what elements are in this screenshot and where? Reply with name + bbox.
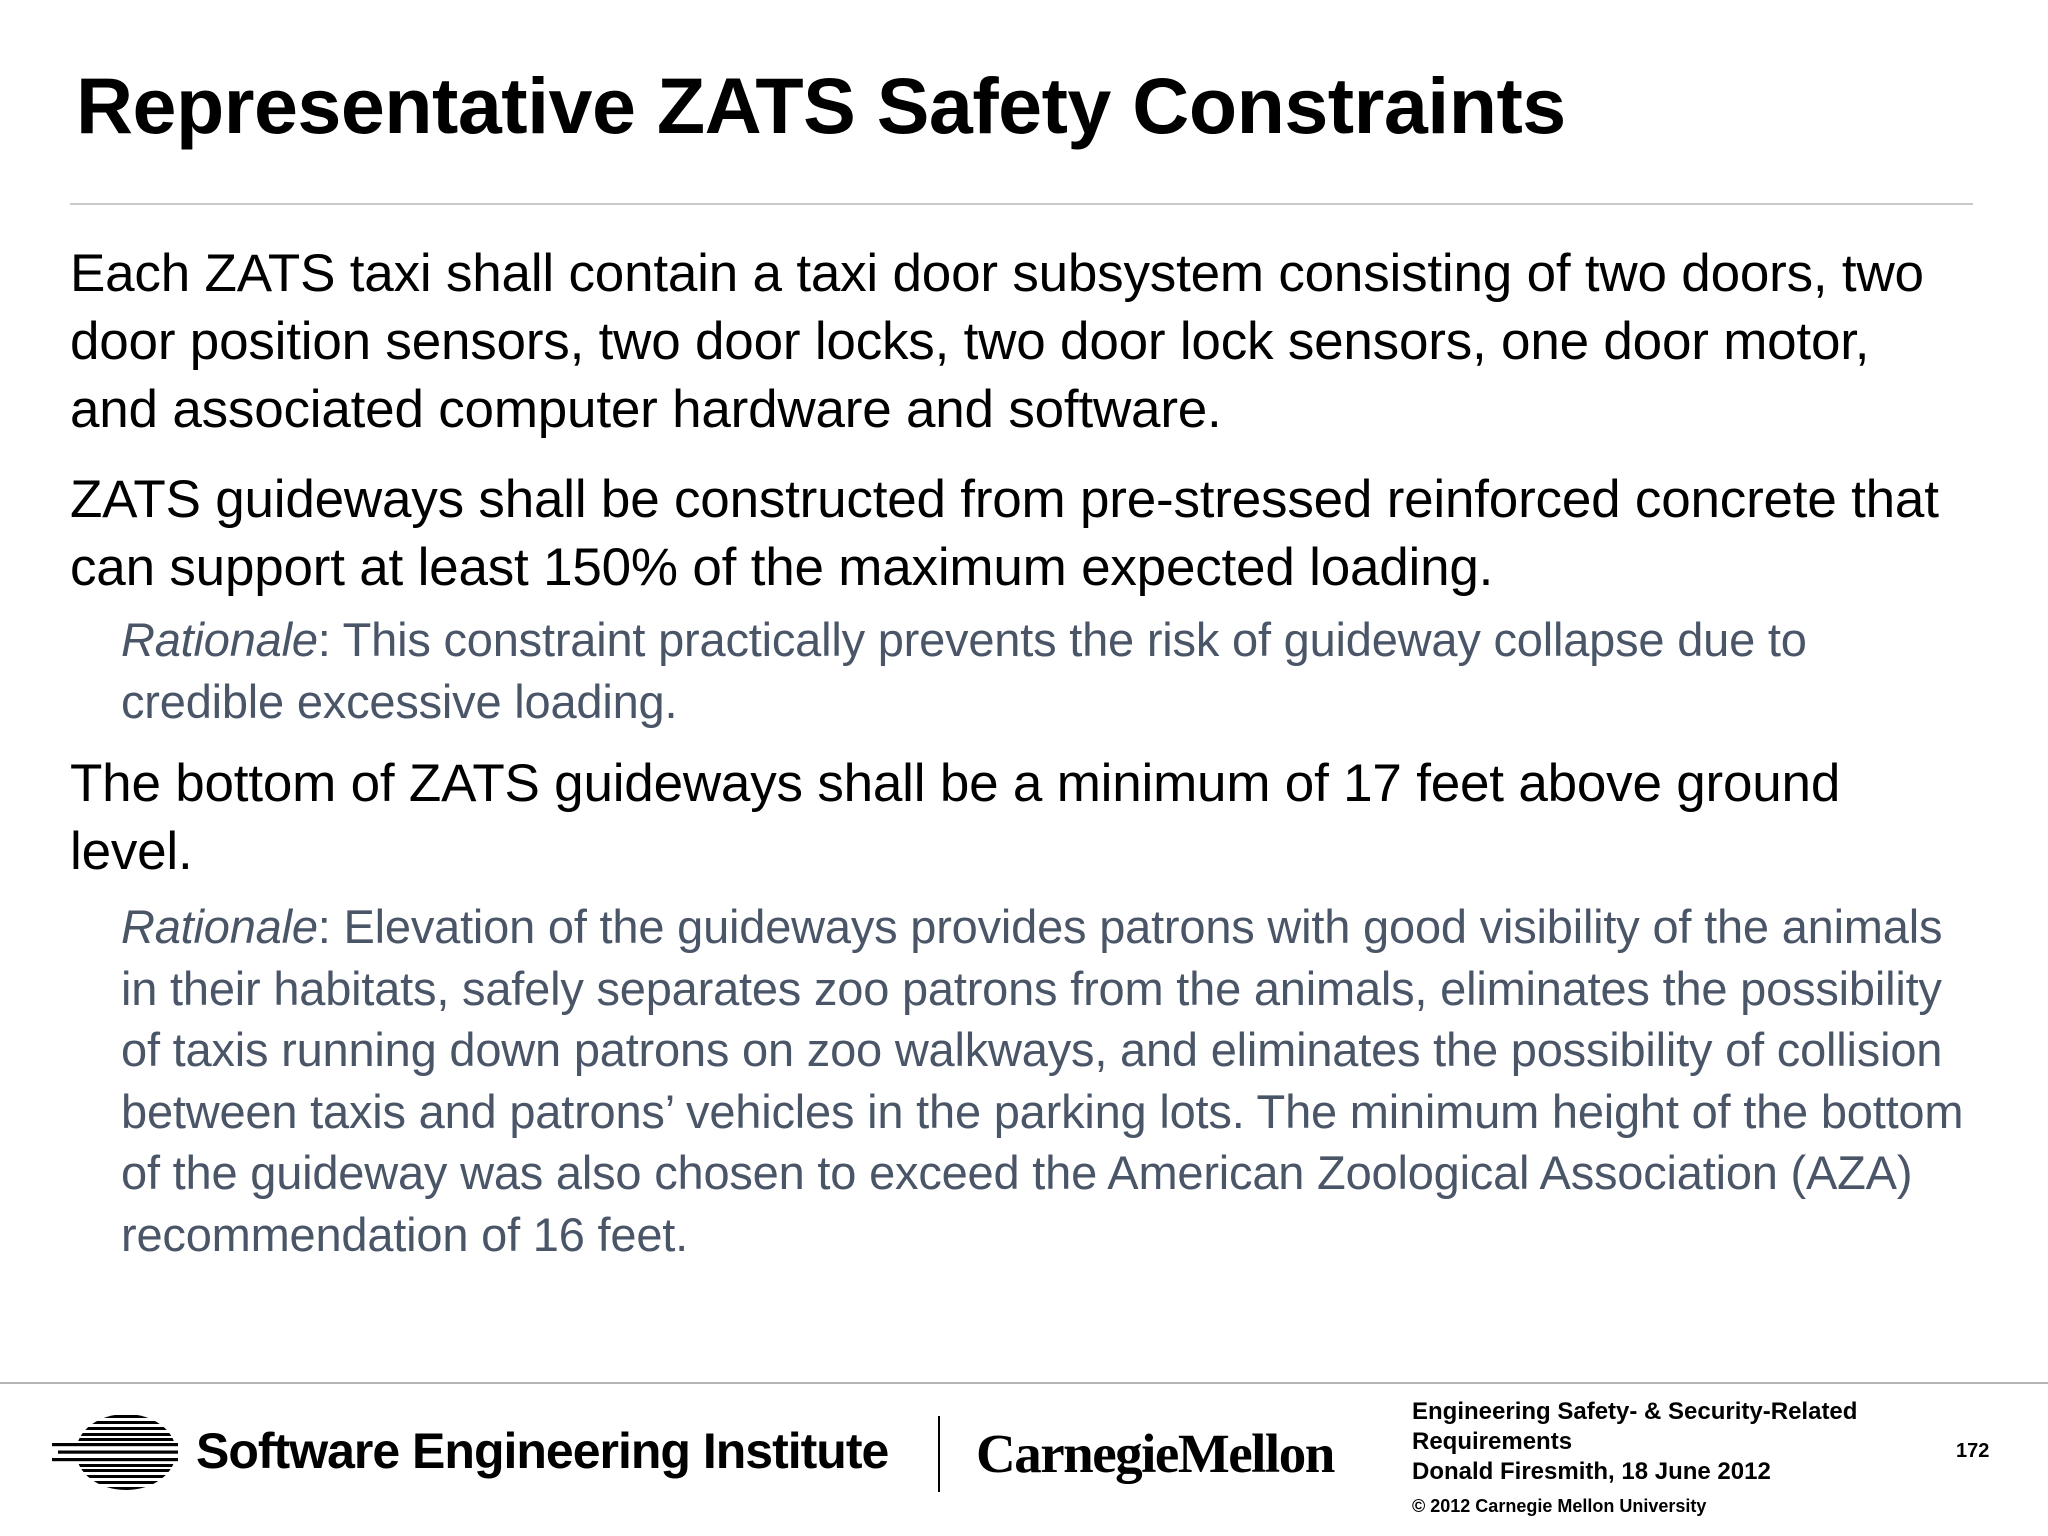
cmu-wordmark: CarnegieMellon <box>976 1423 1334 1484</box>
page-number: 172 <box>1956 1440 1990 1462</box>
copyright: © 2012 Carnegie Mellon University <box>1412 1496 1707 1516</box>
presentation-title-line1: Engineering Safety- & Security-Related <box>1412 1398 1858 1425</box>
rationale-text: : This constraint practically prevents the risk of guideway collapse due to credible excessive loading. <box>121 613 1807 728</box>
slide-body <box>70 240 1970 1265</box>
presentation-info <box>1412 1397 1932 1487</box>
rationale-guideway-concrete <box>70 609 1970 732</box>
presentation-title-line2: Requirements <box>1412 1428 1573 1455</box>
constraint-guideway-concrete: ZATS guideways shall be constructed from pre-stressed reinforced concrete that can support at least 150% of the maximum expected loading. <box>70 470 1939 597</box>
rationale-label: Rationale <box>121 613 318 666</box>
slide-title: Representative ZATS Safety Constraints <box>76 61 1566 150</box>
sei-striped-globe-icon <box>52 1413 178 1491</box>
sei-wordmark: Software Engineering Institute <box>196 1423 889 1479</box>
author-date: Donald Firesmith, 18 June 2012 <box>1412 1458 1771 1485</box>
rationale-guideway-height <box>70 896 1970 1265</box>
rationale-label: Rationale <box>121 900 318 953</box>
rationale-text: : Elevation of the guideways provides patrons with good visibility of the animals in their habitats, safely separates zoo patrons from the animals, eliminates the possibility of taxis running down patrons on zoo walkways, and eliminates the possibility of collision between taxis and patrons’ vehicles in the parking lots. The minimum height of the bottom of the guideway was also chosen to exceed the American Zoological Association (AZA) recommendation of 16 feet. <box>121 900 1964 1261</box>
constraint-guideway-height: The bottom of ZATS guideways shall be a minimum of 17 feet above ground level. <box>70 754 1841 881</box>
title-divider <box>70 203 1973 205</box>
logo-divider <box>938 1416 940 1492</box>
footer-divider <box>0 1382 2048 1384</box>
constraint-door-subsystem: Each ZATS taxi shall contain a taxi door subsystem consisting of two doors, two door position sensors, two door locks, two door lock sensors, one door motor, and associated computer hardware and software. <box>70 244 1924 439</box>
